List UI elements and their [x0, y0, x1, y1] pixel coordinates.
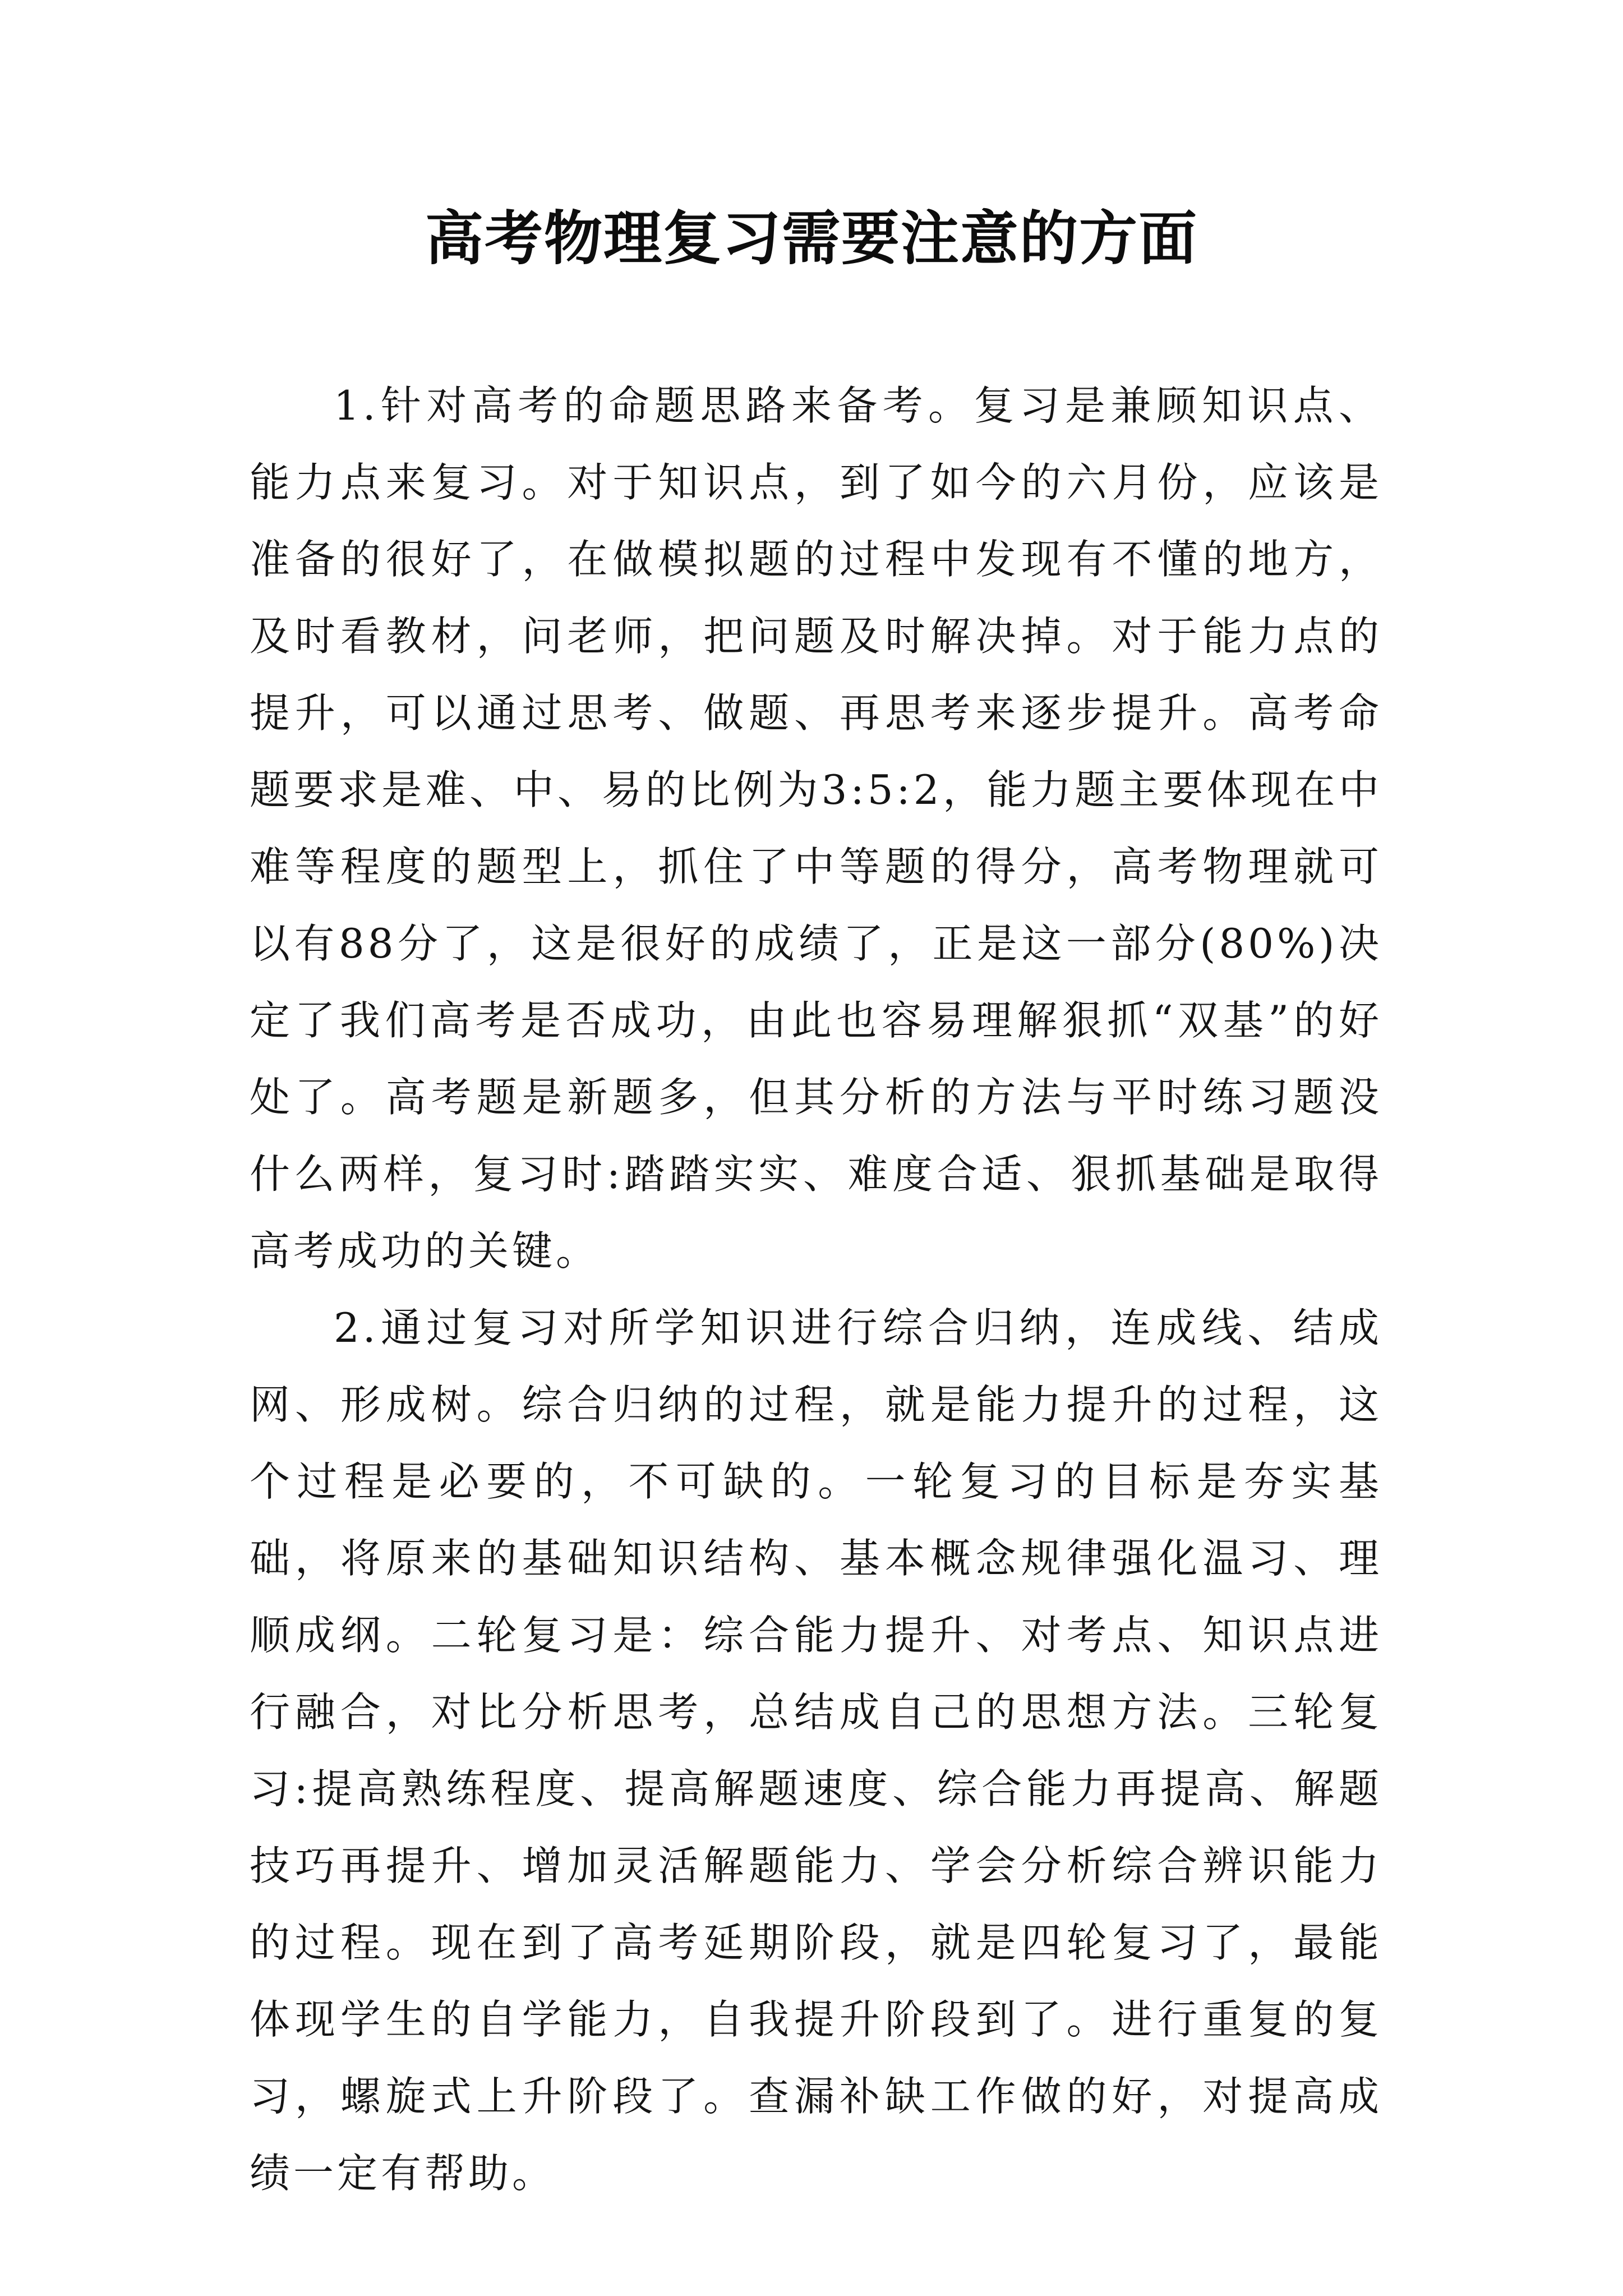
document-title: 高考物理复习需要注意的方面	[425, 204, 1198, 273]
paragraph-1: 1.针对高考的命题思路来备考。复习是兼顾知识点、能力点来复习。对于知识点，到了如今的六月份，应该是准备的很好了，在做模拟题的过程中发现有不懂的地方，及时看教材，问老师，把问题及时解决掉。对于能力点的提升，可以通过思考、做题、再思考来逐步提升。高考命题要求是难、中、易的比例为3:5:2，能力题主要体现在中难等程度的题型上，抓住了中等题的得分，高考物理就可以有88分了，这是很好的成绩了，正是这一部分(80%)决定了我们高考是否成功，由此也容易理解狠抓“双基”的好处了。高考题是新题多，但其分析的方法与平时练习题没什么两样，复习时:踏踏实实、难度合适、狠抓基础是取得高考成功的关键。	[250, 382, 1382, 1274]
document-body	[250, 367, 1382, 2212]
paragraph-2: 2.通过复习对所学知识进行综合归纳，连成线、结成网、形成树。综合归纳的过程，就是能力提升的过程，这个过程是必要的，不可缺的。一轮复习的目标是夯实基础，将原来的基础知识结构、基本概念规律强化温习、理顺成纲。二轮复习是：综合能力提升、对考点、知识点进行融合，对比分析思考，总结成自己的思想方法。三轮复习:提高熟练程度、提高解题速度、综合能力再提高、解题技巧再提升、增加灵活解题能力、学会分析综合辨识能力的过程。现在到了高考延期阶段，就是四轮复习了，最能体现学生的自学能力，自我提升阶段到了。进行重复的复习，螺旋式上升阶段了。查漏补缺工作做的好，对提高成绩一定有帮助。	[250, 1304, 1382, 2197]
